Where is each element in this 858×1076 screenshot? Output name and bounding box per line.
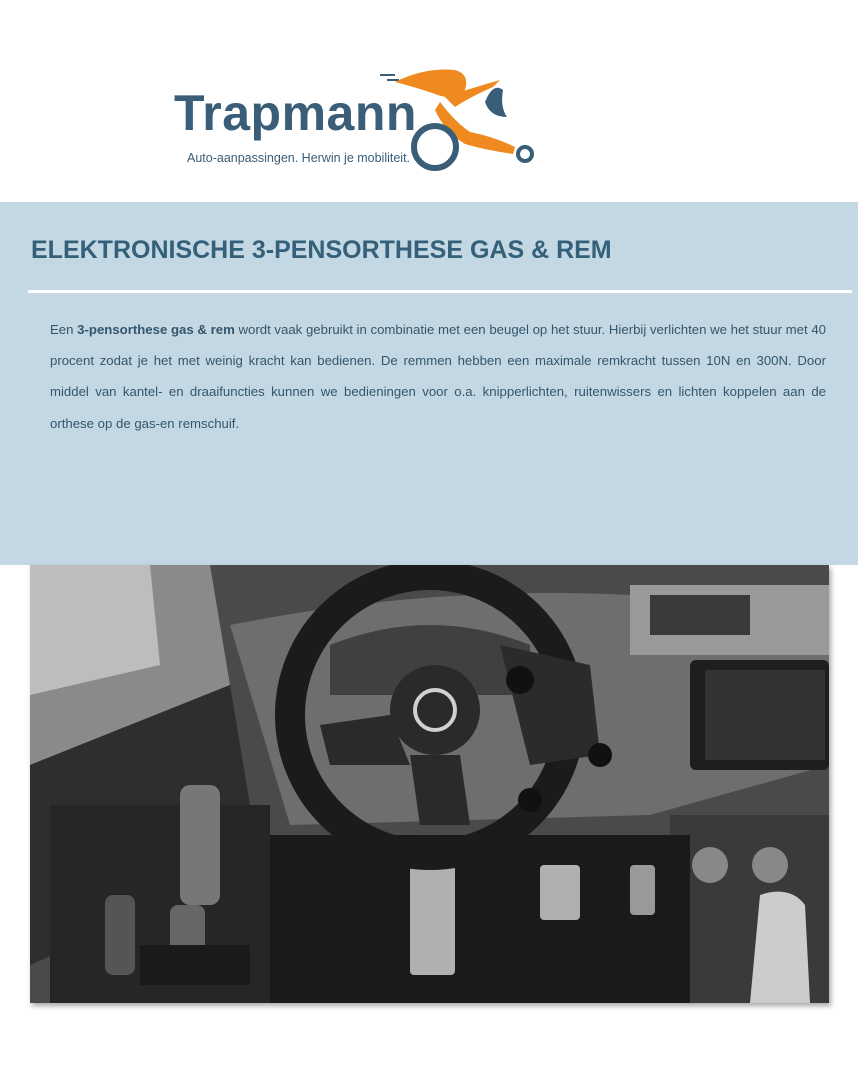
title-divider <box>28 290 852 293</box>
trapmann-logo <box>170 62 550 182</box>
logo-brand: Trapmann <box>174 85 417 141</box>
section-title: ELEKTRONISCHE 3-PENSORTHESE GAS & REM <box>31 236 612 264</box>
body-intro: Een <box>50 322 78 337</box>
car-interior-photo <box>30 565 829 1003</box>
wheelchair-driver-icon <box>375 62 545 172</box>
body-bold: 3-pensorthese gas & rem <box>77 322 235 337</box>
body-rest: wordt vaak gebruikt in combinatie met een beugel op het stuur. Hierbij verlichten we het stuur met 40 procent zodat je het met weinig kracht kan bedienen. De remmen hebben een maximale remkracht tussen 10N en 300N. Door middel van kantel- en draaifuncties kunnen we bedieningen voor o.a. knipperlichten, ruitenwissers en lichten koppelen aan de orthese op de gas-en remschuif. <box>50 322 826 431</box>
logo-tagline: Auto-aanpassingen. Herwin je mobiliteit. <box>187 151 411 165</box>
section-body <box>50 314 826 439</box>
